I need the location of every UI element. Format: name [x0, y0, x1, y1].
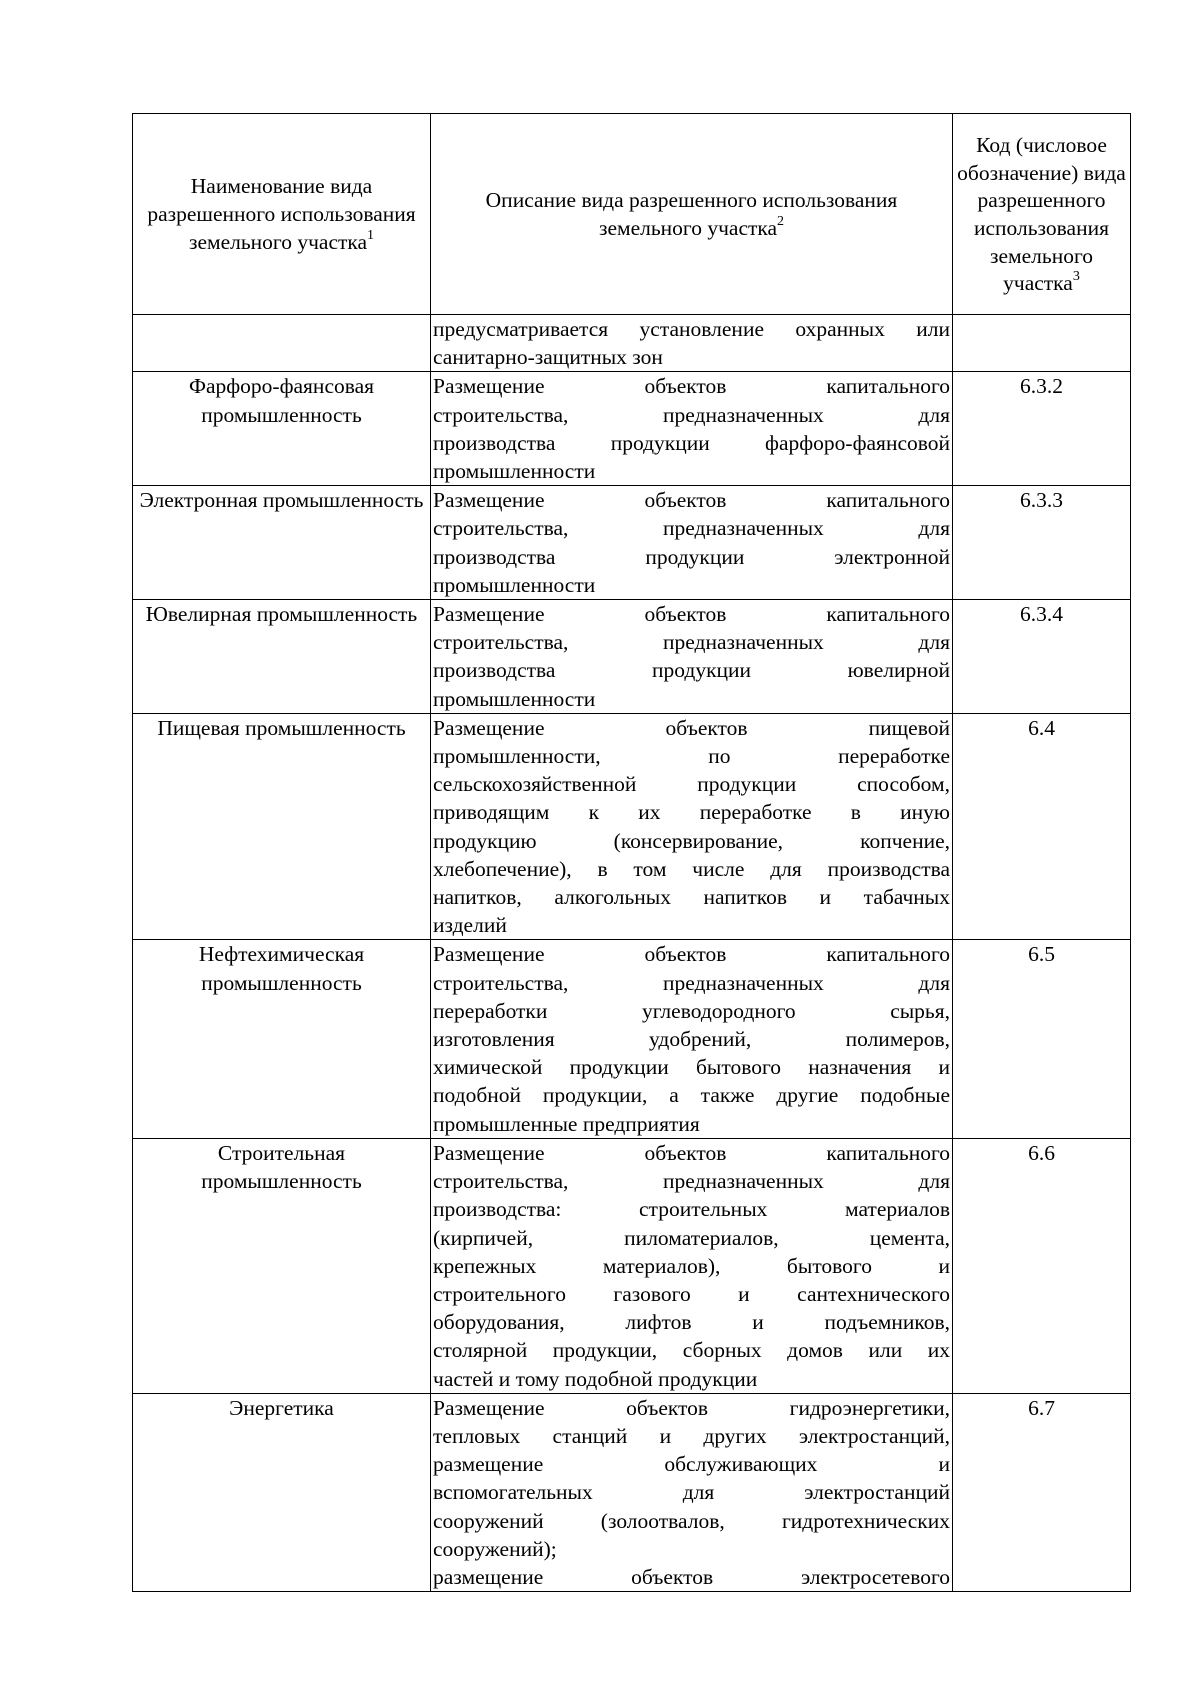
header-name-footnote: 1 [367, 227, 375, 243]
description-line: крепежных материалов), бытового и [433, 1253, 950, 1278]
use-name-cell: Фарфоро-фаянсовая промышленность [133, 372, 431, 486]
use-code-cell: 6.3.3 [953, 486, 1131, 600]
use-description-cell [431, 315, 953, 372]
description-line: сельскохозяйственной продукции способом, [433, 772, 950, 797]
header-desc-footnote: 2 [777, 213, 785, 229]
table-row [133, 940, 1131, 1138]
description-line: производства: строительных материалов [433, 1197, 950, 1222]
description-line: Размещение объектов капитального [433, 488, 950, 513]
description-line: вспомогательных для электростанций [433, 1480, 950, 1505]
description-line: строительства, предназначенных для [433, 1169, 950, 1194]
use-name-cell: Энергетика [133, 1393, 431, 1591]
use-name-cell [133, 315, 431, 372]
description-line: строительства, предназначенных для [433, 516, 950, 541]
table-row [133, 1138, 1131, 1393]
description-line: Размещение объектов капитального [433, 602, 950, 627]
description-line: промышленности, по переработке [433, 744, 950, 769]
description-line: переработки углеводородного сырья, [433, 998, 950, 1023]
description-line: химической продукции бытового назначения и [433, 1055, 950, 1080]
description-line: подобной продукции, а также другие подобные [433, 1083, 950, 1108]
header-code-cell [953, 114, 1131, 315]
table-row [133, 315, 1131, 372]
description-line: строительства, предназначенных для [433, 630, 950, 655]
description-line: строительства, предназначенных для [433, 970, 950, 995]
use-description-cell [431, 486, 953, 600]
description-line: хлебопечение), в том числе для производства [433, 856, 950, 881]
header-desc-text: Описание вида разрешенного использования земельного участка [485, 187, 898, 240]
table-body [133, 315, 1131, 1592]
use-code-cell: 6.5 [953, 940, 1131, 1138]
table-header-row [133, 114, 1131, 315]
use-code-cell: 6.3.4 [953, 600, 1131, 714]
use-description-cell [431, 1393, 953, 1591]
description-line: санитарно-защитных зон [433, 345, 663, 370]
description-line: оборудования, лифтов и подъемников, [433, 1310, 950, 1335]
table-row [133, 372, 1131, 486]
use-code-cell [953, 315, 1131, 372]
description-line: Размещение объектов капитального [433, 374, 950, 399]
use-description-cell [431, 940, 953, 1138]
use-code-cell: 6.7 [953, 1393, 1131, 1591]
description-line: строительного газового и сантехнического [433, 1281, 950, 1306]
use-name-cell: Пищевая промышленность [133, 713, 431, 940]
use-code-cell: 6.6 [953, 1138, 1131, 1393]
header-code-text: Код (числовое обозначение) вида разрешенного использования земельного участка [957, 133, 1126, 296]
description-line: Размещение объектов капитального [433, 942, 950, 967]
description-line: Размещение объектов капитального [433, 1140, 950, 1165]
description-line: приводящим к их переработке в иную [433, 800, 950, 825]
header-name-text: Наименование вида разрешенного использования земельного участка [147, 173, 416, 255]
description-line: промышленности [433, 686, 596, 711]
description-line: сооружений); [433, 1536, 557, 1561]
use-description-cell [431, 1138, 953, 1393]
header-desc-cell [431, 114, 953, 315]
use-code-cell: 6.3.2 [953, 372, 1131, 486]
table-row [133, 600, 1131, 714]
use-name-cell: Электронная промышленность [133, 486, 431, 600]
description-line: промышленности [433, 572, 596, 597]
description-line: тепловых станций и других электростанций, [433, 1423, 950, 1448]
description-line: частей и тому подобной продукции [433, 1366, 758, 1391]
use-description-cell [431, 372, 953, 486]
description-line: Размещение объектов пищевой [433, 715, 950, 740]
description-line: столярной продукции, сборных домов или их [433, 1338, 950, 1363]
description-line: предусматривается установление охранных или [433, 317, 950, 341]
table-row [133, 1393, 1131, 1591]
description-line: производства продукции ювелирной [433, 658, 950, 683]
header-code-footnote: 3 [1072, 269, 1080, 285]
land-use-table [132, 113, 1131, 1592]
description-line: промышленные предприятия [433, 1111, 700, 1136]
description-line: (кирпичей, пиломатериалов, цемента, [433, 1225, 950, 1250]
description-line: промышленности [433, 459, 596, 484]
description-line: сооружений (золоотвалов, гидротехнических [433, 1508, 950, 1533]
description-line: размещение обслуживающих и [433, 1452, 950, 1477]
use-name-cell: Ювелирная промышленность [133, 600, 431, 714]
description-line: Размещение объектов гидроэнергетики, [433, 1395, 950, 1420]
description-line: изготовления удобрений, полимеров, [433, 1027, 950, 1052]
use-code-cell: 6.4 [953, 713, 1131, 940]
use-name-cell: Нефтехимическая промышленность [133, 940, 431, 1138]
use-description-cell [431, 600, 953, 714]
use-name-cell: Строительная промышленность [133, 1138, 431, 1393]
description-line: строительства, предназначенных для [433, 402, 950, 427]
description-line: изделий [433, 913, 507, 938]
table-row [133, 486, 1131, 600]
header-name-cell [133, 114, 431, 315]
description-line: напитков, алкогольных напитков и табачных [433, 885, 950, 910]
description-line: продукцию (консервирование, копчение, [433, 828, 950, 853]
description-line: производства продукции электронной [433, 544, 950, 569]
description-line: размещение объектов электросетевого [433, 1564, 950, 1589]
use-description-cell [431, 713, 953, 940]
description-line: производства продукции фарфоро-фаянсовой [433, 430, 950, 455]
table-row [133, 713, 1131, 940]
